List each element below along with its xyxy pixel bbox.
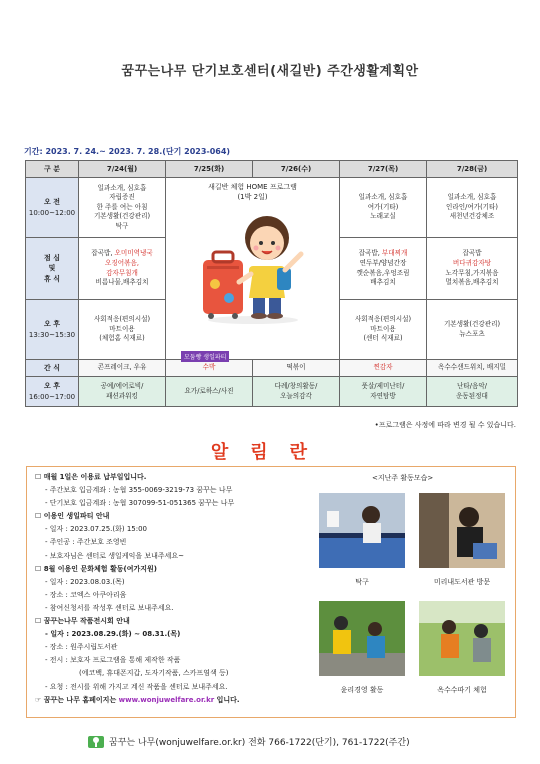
schedule-period: 기간: 2023. 7. 24.~ 2023. 7. 28.(단기 2023-064) bbox=[24, 147, 231, 156]
photo-ethics-activity bbox=[319, 601, 405, 676]
lunch-thu: 잡곡밥, 부대찌개 연두부/양념간장 깻순볶음,우엉조림 배추김치 bbox=[340, 238, 427, 300]
photo-caption: 옥수수따기 체험 bbox=[437, 686, 487, 694]
weekly-schedule-table bbox=[25, 160, 518, 407]
photo-table-tennis bbox=[319, 493, 405, 568]
pm2-wed: 다례/창의활동/ 오늘의감각 bbox=[253, 377, 340, 407]
page-title: 꿈꾸는나무 단기보호센터(새길반) 주간생활계획안 bbox=[121, 64, 419, 79]
pm2-fri: 난타/음악/ 운동된정대 bbox=[427, 377, 518, 407]
snack-label: 간 식 bbox=[26, 360, 79, 377]
pm2-row bbox=[26, 377, 518, 407]
footer bbox=[88, 735, 410, 748]
notice-title: 알림란 bbox=[210, 442, 330, 463]
am-label: 오 전 10:00~12:00 bbox=[26, 178, 79, 238]
header-day: 7/26(수) bbox=[253, 161, 340, 178]
pm2-mon: 공예/에어로빅/ 패션과워킹 bbox=[79, 377, 166, 407]
lunch-label: 점 심 및 휴 식 bbox=[26, 238, 79, 300]
lunch-mon: 잡곡밥, 오미미역냉국 오징어볶음, 감자무침개 비름나물,배추김치 bbox=[79, 238, 166, 300]
photo-library-visit bbox=[419, 493, 505, 568]
tree-logo-icon bbox=[88, 736, 104, 748]
birthday-party-tag: 모둠빵 생일파티 bbox=[181, 351, 229, 362]
lunch-fri: 잡곡밥 버다귀감자탕 노각무침,가지볶음 멸치볶음,배추김치 bbox=[427, 238, 518, 300]
footer-contact: 꿈꾸는 나무(wonjuwelfare.or.kr) 전화 766-1722(단기), 761-1722(주간) bbox=[109, 738, 410, 748]
header-day: 7/25(화) bbox=[166, 161, 253, 178]
notice-box bbox=[26, 466, 516, 718]
pm1-thu: 사회적응(편의시설) 마트이용 (센터 식재료) bbox=[340, 300, 427, 360]
snack-item: 옥수수샌드위치, 배지밀 bbox=[427, 360, 518, 377]
photo-caption: 탁구 bbox=[355, 578, 369, 586]
snack-item: 콘프레이크, 우유 bbox=[79, 360, 166, 377]
table-header-row bbox=[26, 161, 518, 178]
pm2-thu: 풋살/제미난터/ 자연탐방 bbox=[340, 377, 427, 407]
pm2-label: 오 후 16:00~17:00 bbox=[26, 377, 79, 407]
header-day: 7/28(금) bbox=[427, 161, 518, 178]
homepage-link[interactable]: www.wonjuwelfare.or.kr bbox=[118, 695, 215, 704]
am-mon: 일과소개, 심호흡 자립증진 한 주를 여는 아침 기본생활(건강관리) 탁구 bbox=[79, 178, 166, 238]
pm1-label: 오 후 13:30~15:30 bbox=[26, 300, 79, 360]
snack-row bbox=[26, 360, 518, 377]
am-fri: 일과소개, 심호흡 인라인/여가(기타) 새천년건강체조 bbox=[427, 178, 518, 238]
photos-title: <지난주 활동모습> bbox=[372, 474, 434, 482]
snack-item: 수박 bbox=[166, 360, 253, 377]
home-program-duration: (1박 2일) bbox=[237, 193, 268, 202]
home-program-title: 새길반 체험 HOME 프로그램 bbox=[208, 183, 297, 191]
snack-item: 찐감자 bbox=[340, 360, 427, 377]
change-note: •프로그램은 사정에 따라 변경 될 수 있습니다. bbox=[374, 421, 516, 429]
pm2-tue: 요가/로하스/사진 bbox=[166, 377, 253, 407]
header-day: 7/24(월) bbox=[79, 161, 166, 178]
pm1-mon: 사회적응(편의시설) 마트이용 (체험홈 식재료) bbox=[79, 300, 166, 360]
photo-caption: 윤리경영 활동 bbox=[340, 686, 384, 694]
am-thu: 일과소개, 심호흡 여가(기타) 노래교실 bbox=[340, 178, 427, 238]
photo-caption: 미리내도서관 방문 bbox=[433, 578, 491, 586]
pm1-fri: 기본생활(건강관리) 뉴스포츠 bbox=[427, 300, 518, 360]
header-corner: 구 분 bbox=[26, 161, 79, 178]
homepage-line: ☞ 꿈꾸는 나무 홈페이지는 www.wonjuwelfare.or.kr 입니다. bbox=[35, 695, 240, 704]
am-row bbox=[26, 178, 518, 238]
header-day: 7/27(목) bbox=[340, 161, 427, 178]
snack-item: 떡볶이 bbox=[253, 360, 340, 377]
notice-list: ☐ 매월 1일은 이용료 납부일입니다. - 주간보호 입금계좌 : 농협 355-0069-3219-73 꿈꾸는 나무 - 단기보호 입금계좌 : 농협 307099-51-051365 꿈꾸는 나무 ☐ 이용인 생일파티 안내 - 일자 : 2023.07.25.(화) 15:00 - 주인공 : 주간보호 조영빈 - 보호자님은 센터로 생일케익을 보내주세요~ ☐ 8월 이용인 문화체험 활동(여가지원) - 일자 : 2023.08.03.(목) - 장소 : 코엑스 아쿠아리움 - 참여신청서를 작성후 센터로 보내주세요. ☐ 꿈꾸는나무 작품전시회 안내 - 일자 : 2023.08.29.(화) ~ 08.31.(목) - 장소 : 원주시립도서관 - 전시 : 보호자 프로그램을 통해 제작한 작품 (에코백, 휴대폰지갑, 도자기작품, 스카프염색 등) - 요청 : 전시를 위해 가지고 계신 작품을 센터로 보내주세요. ☞ 꿈꾸는 나무 홈페이지는 www.wonjuwelfare.or.kr 입니다. bbox=[35, 471, 335, 707]
kid-with-suitcase-illustration bbox=[193, 208, 313, 326]
home-program-cell bbox=[166, 178, 340, 360]
photo-corn-picking bbox=[419, 601, 505, 676]
